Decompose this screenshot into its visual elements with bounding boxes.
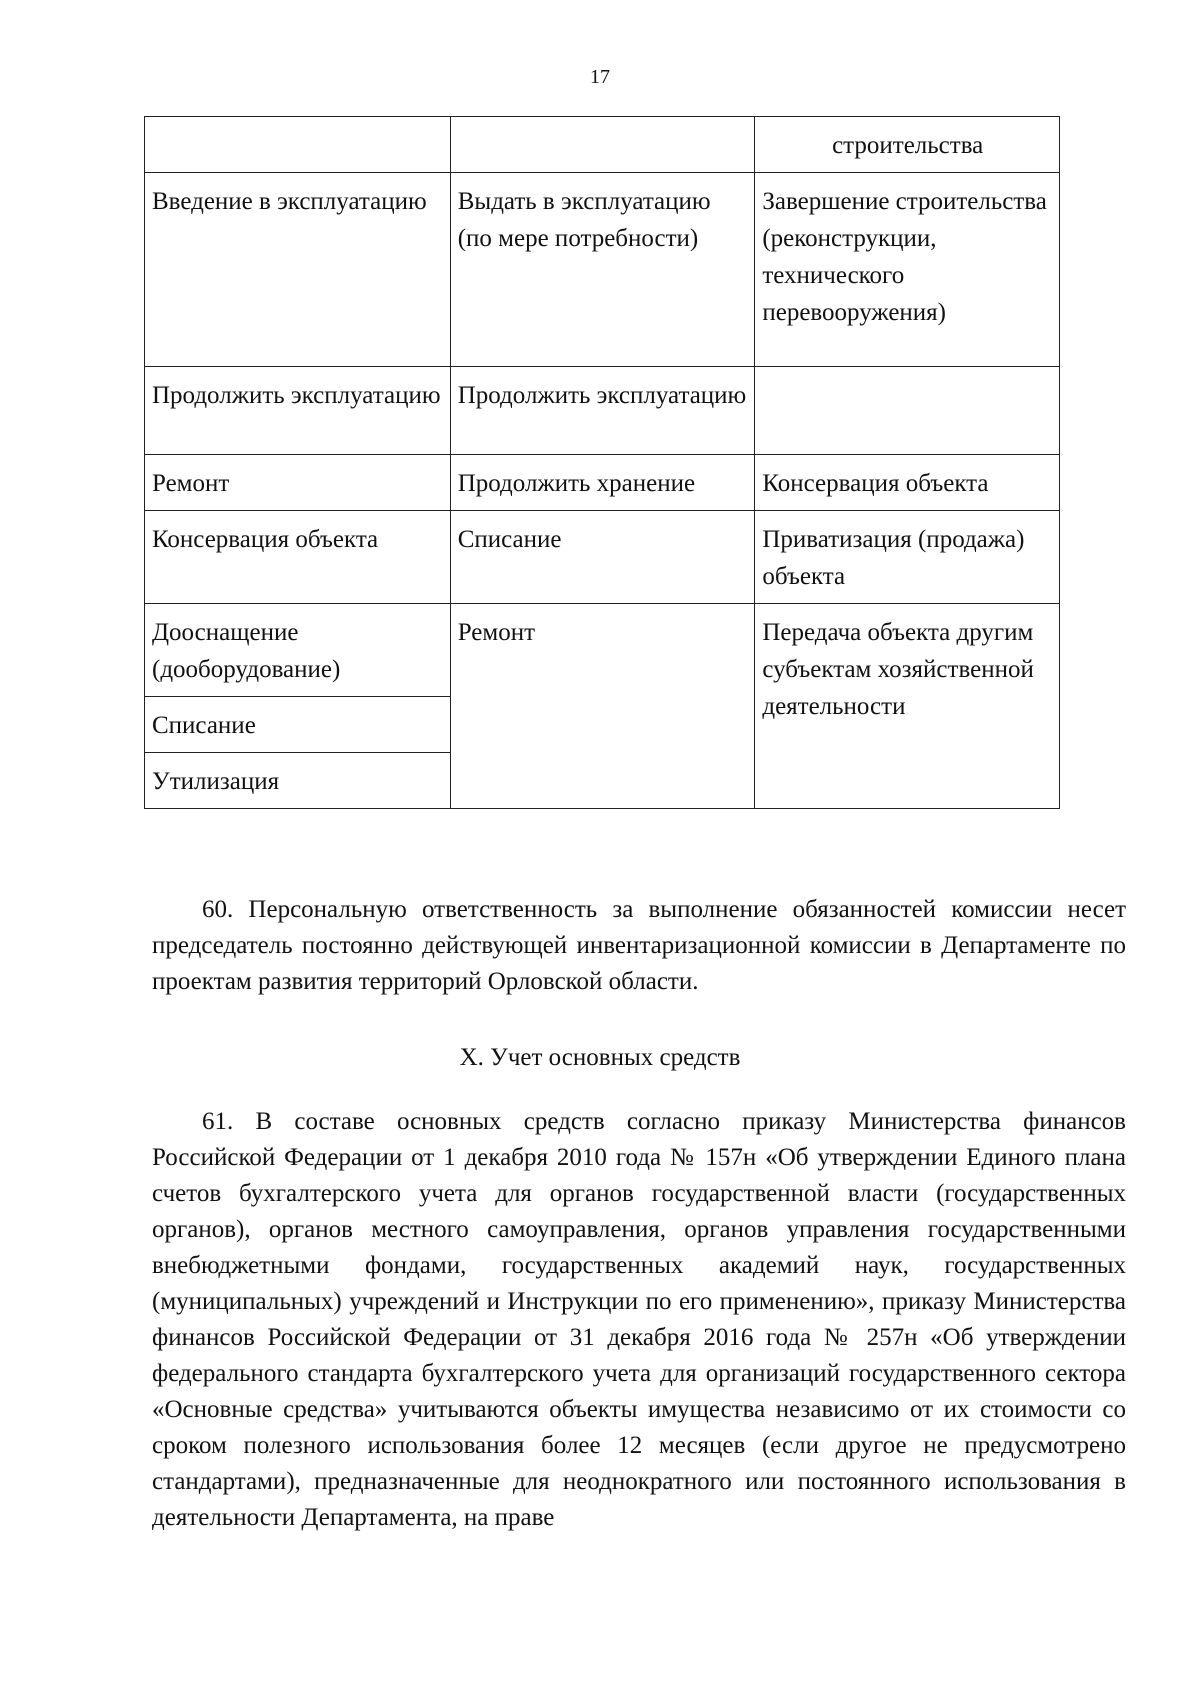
table-cell: Завершение строительства (реконструкции, технического перевооружения): [755, 173, 1060, 367]
page-number: 17: [590, 66, 610, 88]
paragraph-60: 60. Персональную ответственность за выполнение обязанностей комиссии несет председатель постоянно действующей инвентаризационной комиссии в Департаменте по проектам развития территорий Орловской области.: [152, 896, 1126, 995]
table-row: [145, 117, 1060, 173]
section-heading: X. Учет основных средств: [459, 1044, 741, 1071]
table-cell: Списание: [145, 697, 451, 753]
table-row: [145, 604, 1060, 697]
table-cell: [450, 117, 755, 173]
table-row: [145, 455, 1060, 511]
table-cell: Приватизация (продажа) объекта: [755, 511, 1060, 604]
table-cell: Продолжить хранение: [450, 455, 755, 511]
table-cell: Дооснащение (дооборудование): [145, 604, 451, 697]
table-cell: [755, 367, 1060, 455]
table-row: [145, 511, 1060, 604]
table-cell: Введение в эксплуатацию: [145, 173, 451, 367]
table-cell: Ремонт: [450, 604, 755, 809]
table-cell: строительства: [755, 117, 1060, 173]
table-cell: Утилизация: [145, 753, 451, 809]
table-cell: Списание: [450, 511, 755, 604]
table-cell: Передача объекта другим субъектам хозяйственной деятельности: [755, 604, 1060, 809]
table-cell: Консервация объекта: [145, 511, 451, 604]
table-cell: Консервация объекта: [755, 455, 1060, 511]
table-row: [145, 367, 1060, 455]
table-cell: Продолжить эксплуатацию: [145, 367, 451, 455]
table-cell: Выдать в эксплуатацию (по мере потребности): [450, 173, 755, 367]
table-cell: Продолжить эксплуатацию: [450, 367, 755, 455]
asset-status-table: [144, 116, 1060, 809]
table-cell: Ремонт: [145, 455, 451, 511]
paragraph-61: 61. В составе основных средств согласно приказу Министерства финансов Российской Федерации от 1 декабря 2010 года № 157н «Об утверждении Единого плана счетов бухгалтерского учета для органов государственной власти (государственных органов), органов местного самоуправления, органов управления государственными внебюджетными фондами, государственных академий наук, государственных (муниципальных) учреждений и Инструкции по его применению», приказу Министерства финансов Российской Федерации от 31 декабря 2016 года № 257н «Об утверждении федерального стандарта бухгалтерского учета для организаций государственного сектора «Основные средства» учитываются объекты имущества независимо от их стоимости со сроком полезного использования более 12 месяцев (если другое не предусмотрено стандартами), предназначенные для неоднократного или постоянного использования в деятельности Департамента, на праве: [152, 1108, 1126, 1531]
table-cell: [145, 117, 451, 173]
table-row: [145, 173, 1060, 367]
